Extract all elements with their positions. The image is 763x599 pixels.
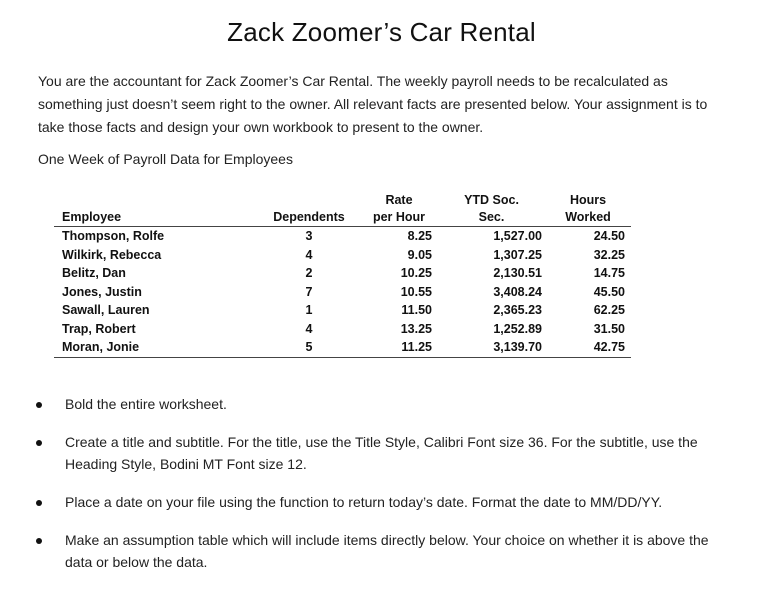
table-row (54, 320, 631, 339)
cell-ytd: 1,307.25 (493, 247, 542, 262)
header-employee: Employee (62, 210, 122, 224)
cell-dependents: 3 (258, 227, 360, 246)
header-hours-line1: Hours (569, 193, 607, 207)
cell-ytd: 2,365.23 (493, 303, 542, 317)
cell-rate: 13.25 (400, 321, 432, 336)
header-ytd-line1: YTD Soc. (464, 193, 519, 207)
table-row (54, 227, 631, 246)
cell-employee: Belitz, Dan (62, 266, 126, 280)
payroll-table (54, 192, 631, 358)
header-dependents-spacer (258, 192, 360, 209)
cell-rate: 10.25 (400, 266, 432, 280)
cell-ytd: 2,130.51 (493, 266, 542, 280)
cell-ytd: 1,527.00 (438, 227, 545, 246)
cell-hours: 42.75 (545, 338, 631, 357)
header-rate-line2: per Hour (372, 210, 426, 224)
instruction-text: Place a date on your file using the function to return today’s date. Format the date to MM/DD/YY. (65, 494, 663, 510)
instruction-text: Create a title and subtitle. For the title, use the Title Style, Calibri Font size 36. For the subtitle, use the Heading Style, Bodini MT Font size 12. (65, 434, 698, 472)
bullet-dot-icon (36, 500, 42, 506)
cell-ytd: 1,252.89 (493, 321, 542, 336)
bullet-dot-icon (36, 538, 42, 544)
cell-hours: 14.75 (593, 266, 625, 280)
cell-rate: 9.05 (407, 247, 432, 262)
cell-hours: 31.50 (593, 321, 625, 336)
header-hours-line2: Worked (565, 210, 611, 224)
instruction-list (0, 393, 763, 573)
instruction-text: Bold the entire worksheet. (65, 396, 227, 412)
cell-rate: 11.50 (401, 303, 432, 317)
page-title: Zack Zoomer’s Car Rental (227, 17, 536, 47)
table-row (54, 264, 631, 283)
table-row (54, 246, 631, 265)
cell-rate: 11.25 (360, 338, 438, 357)
list-item (0, 393, 763, 431)
intro-paragraph: You are the accountant for Zack Zoomer’s Car Rental. The weekly payroll needs to be recalculated as something just doesn’t seem right to the owner. All relevant facts are presented below. Your assignment is to take those facts and design your own workbook to present to the owner. (38, 73, 708, 135)
cell-employee: Sawall, Lauren (62, 303, 150, 317)
header-rate-line1: Rate (385, 193, 413, 207)
header-ytd-line2: Sec. (478, 210, 505, 224)
instruction-text: Make an assumption table which will include items directly below. Your choice on whether it is above the data or below the data. (65, 532, 709, 570)
table-row (54, 301, 631, 320)
cell-employee: Thompson, Rolfe (54, 227, 258, 246)
table-row (54, 283, 631, 302)
cell-dependents: 7 (305, 284, 313, 299)
cell-employee: Trap, Robert (62, 321, 136, 336)
list-item (0, 529, 763, 573)
cell-dependents: 4 (305, 321, 313, 336)
cell-dependents: 1 (305, 303, 313, 317)
cell-rate: 8.25 (360, 227, 438, 246)
cell-employee: Wilkirk, Rebecca (62, 247, 162, 262)
cell-hours: 62.25 (593, 303, 625, 317)
cell-hours: 24.50 (545, 227, 631, 246)
list-item (0, 431, 763, 491)
table-row (54, 338, 631, 357)
cell-employee: Moran, Jonie (54, 338, 258, 357)
cell-ytd: 3,139.70 (438, 338, 545, 357)
header-employee-spacer (54, 192, 258, 209)
table-caption: One Week of Payroll Data for Employees (38, 151, 293, 167)
cell-dependents: 4 (305, 247, 313, 262)
payroll-table-header (54, 192, 631, 227)
cell-rate: 10.55 (400, 284, 432, 299)
cell-hours: 32.25 (593, 247, 625, 262)
cell-employee: Jones, Justin (62, 284, 142, 299)
header-dependents: Dependents (273, 210, 345, 224)
cell-dependents: 5 (258, 338, 360, 357)
bullet-dot-icon (36, 440, 42, 446)
payroll-table-body (54, 227, 631, 358)
cell-dependents: 2 (305, 266, 313, 280)
list-item (0, 491, 763, 529)
bullet-dot-icon (36, 402, 42, 408)
cell-hours: 45.50 (593, 284, 625, 299)
cell-ytd: 3,408.24 (493, 284, 542, 299)
